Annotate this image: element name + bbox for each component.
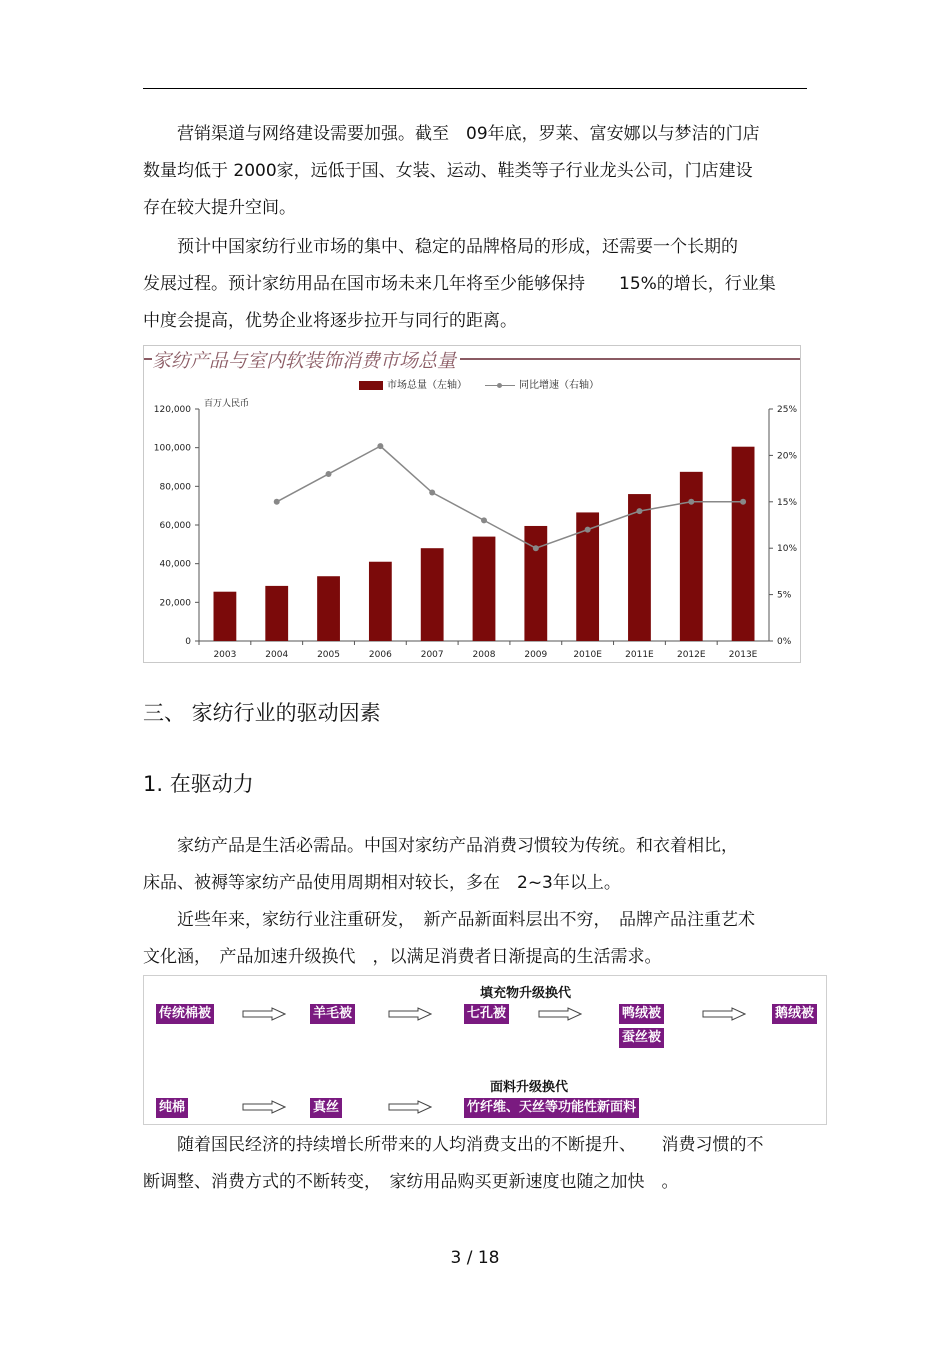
left-tick-label: 20,000	[159, 598, 191, 609]
arrow-right-icon	[242, 1100, 286, 1114]
x-tick-label: 2012E	[676, 650, 706, 660]
left-tick-label: 100,000	[153, 443, 191, 454]
bar	[628, 494, 651, 641]
growth-point	[481, 517, 487, 523]
growth-point	[533, 545, 539, 551]
right-tick-label: 15%	[777, 497, 798, 508]
text-line: 中度会提高，优势企业将逐步拉开与同行的距离。	[143, 311, 517, 331]
growth-point	[429, 490, 435, 496]
bar	[473, 537, 496, 641]
text-line: 营销渠道与网络建设需要加强。截至 09年底，罗莱、富安娜以与梦洁的门店	[177, 124, 760, 144]
arrow-right-icon	[388, 1100, 432, 1114]
text-line: 床品、被褥等家纺产品使用周期相对较长，多在 2~3年以上。	[143, 873, 621, 893]
fabric-item-silk: 真丝	[310, 1098, 342, 1118]
paragraph-forecast	[143, 229, 808, 340]
x-tick-label: 2005	[317, 650, 340, 660]
left-tick-label: 120,000	[153, 405, 191, 415]
fabric-item-cotton: 纯棉	[156, 1098, 188, 1118]
x-tick-label: 2003	[213, 650, 237, 660]
text-line: 存在较大提升空间。	[143, 198, 296, 218]
right-tick-label: 10%	[777, 544, 798, 555]
left-tick-label: 40,000	[159, 559, 191, 570]
arrow-right-icon	[702, 1007, 746, 1021]
legend-bar-swatch	[359, 381, 383, 390]
fill-item-goose-down-quilt: 鹅绒被	[772, 1004, 817, 1024]
right-tick-label: 25%	[777, 405, 798, 415]
fill-item-wool-quilt: 羊毛被	[310, 1004, 355, 1024]
arrow-right-icon	[538, 1007, 582, 1021]
growth-point	[740, 499, 746, 505]
growth-line	[277, 446, 743, 548]
chart-title: 家纺产品与室内软装饰消费市场总量	[152, 346, 460, 373]
paragraph-consumption	[143, 1127, 808, 1201]
fill-item-duck-down-quilt: 鸭绒被	[619, 1004, 664, 1024]
growth-point	[274, 499, 280, 505]
x-tick-label: 2013E	[728, 650, 758, 660]
x-tick-label: 2007	[420, 650, 444, 660]
left-tick-label: 60,000	[159, 521, 191, 531]
bar	[317, 576, 340, 641]
bar	[680, 472, 703, 641]
paragraph-channels	[143, 116, 808, 227]
left-tick-label: 80,000	[159, 482, 191, 493]
subsection-heading: 1. 在驱动力	[143, 772, 254, 796]
fabric-upgrade-title: 面料升级换代	[490, 1080, 569, 1095]
growth-point	[377, 443, 383, 449]
x-tick-label: 2011E	[625, 650, 654, 660]
x-tick-label: 2006	[368, 650, 392, 660]
right-tick-label: 5%	[777, 590, 792, 601]
bar	[369, 562, 392, 641]
right-tick-label: 0%	[777, 637, 792, 647]
x-tick-label: 2008	[472, 650, 496, 660]
x-tick-label: 2009	[524, 650, 548, 660]
left-tick-label: 0	[185, 637, 191, 647]
right-tick-label: 20%	[777, 451, 798, 462]
y-axis-unit: 百万人民币	[204, 399, 250, 409]
paragraph-necessity	[143, 828, 808, 902]
market-chart	[143, 345, 801, 663]
text-line: 随着国民经济的持续增长所带来的人均消费支出的不断提升、 消费习惯的不	[177, 1135, 764, 1155]
text-line: 文化涵， 产品加速升级换代 ，以满足消费者日渐提高的生活需求。	[143, 947, 662, 967]
growth-point	[326, 471, 332, 477]
x-tick-label: 2010E	[573, 650, 602, 660]
upgrade-flow-diagram	[143, 975, 827, 1125]
text-line: 预计中国家纺行业市场的集中、稳定的品牌格局的形成，还需要一个长期的	[177, 237, 738, 257]
legend-line-label: 同比增速（右轴）	[519, 380, 599, 391]
fill-upgrade-title: 填充物升级换代	[480, 986, 572, 1001]
chart-canvas	[144, 346, 800, 662]
bar	[265, 586, 288, 641]
header-rule	[143, 88, 807, 89]
chart-legend	[359, 376, 599, 391]
fabric-item-functional: 竹纤维、天丝等功能性新面料	[464, 1098, 639, 1118]
bar	[732, 447, 755, 641]
text-line: 数量均低于 2000家，远低于国、女装、运动、鞋类等子行业龙头公司，门店建设	[143, 161, 753, 181]
text-line: 断调整、消费方式的不断转变， 家纺用品购买更新速度也随之加快 。	[143, 1172, 679, 1192]
growth-point	[585, 527, 591, 533]
arrow-right-icon	[388, 1007, 432, 1021]
page-number: 3 / 18	[450, 1248, 500, 1268]
text-line: 发展过程。预计家纺用品在国市场未来几年将至少能够保持 15%的增长，行业集	[143, 274, 776, 294]
fill-item-seven-hole-quilt: 七孔被	[464, 1004, 509, 1024]
paragraph-innovation	[143, 902, 808, 976]
bar	[421, 548, 444, 641]
bar	[214, 592, 237, 641]
growth-point	[636, 508, 642, 514]
legend-line-swatch	[485, 381, 515, 390]
arrow-right-icon	[242, 1007, 286, 1021]
x-tick-label: 2004	[265, 650, 289, 660]
growth-point	[688, 499, 694, 505]
legend-bar-label: 市场总量（左轴）	[387, 380, 467, 391]
section-heading: 三、 家纺行业的驱动因素	[143, 701, 381, 725]
text-line: 家纺产品是生活必需品。中国对家纺产品消费习惯较为传统。和衣着相比，	[177, 836, 738, 856]
text-line: 近些年来，家纺行业注重研发， 新产品新面料层出不穷， 品牌产品注重艺术	[177, 910, 755, 930]
fill-item-silk-quilt: 蚕丝被	[619, 1028, 664, 1048]
fill-item-cotton-quilt: 传统棉被	[156, 1004, 214, 1024]
